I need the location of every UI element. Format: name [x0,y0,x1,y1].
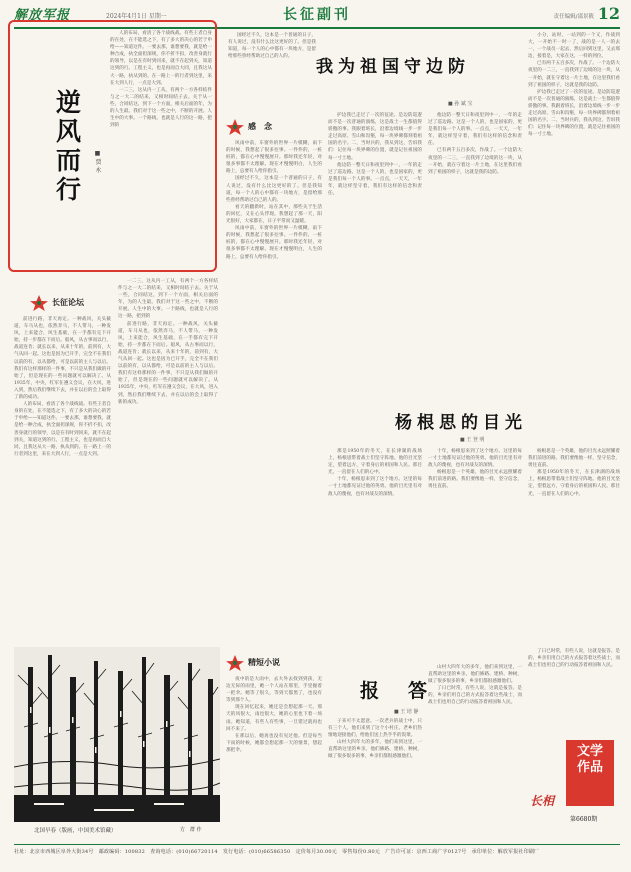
woodcut-illustration [14,647,220,822]
article1-col3 [528,32,620,372]
newspaper-logo: 解放军报 [14,8,71,23]
essay-title-char: 行 [56,175,82,204]
article3-paragraph: 山村大四年大的多年，他们来到这里，一直帮助这里的乡亲。他们修路、建桥、种树，做了很多很多的事，乡亲们都很感激他们。 [428,665,522,685]
literature-works-badge [566,740,614,806]
impression-paragraph: 国经过不久，这本是一个普通的日子，有人说过，没有什么比这更好的了。但是我知道，每一个人的心中都有一块地方，是留给那些曾经帮助过自己的人的。 [228,33,316,60]
article2-byline: ■ 王 登 明 [460,437,485,443]
article3-paragraph: 山村大四年大的多年，他们来到这里，一直帮助这里的乡亲。他们修路、建桥、种树，做了很多很多的事，乡亲们都很感激他们。 [328,740,422,760]
article1-col1 [328,112,422,362]
article2-paragraph: 十年，杨根思来到了这个地方。这里的每一寸土地都见证过他的英勇。他的目光里有对敌人的蔑视，也有对战友的深情。 [428,449,522,469]
article3-col2 [428,664,522,838]
article3-headline: 报 答 [360,680,433,702]
novel-head [226,656,322,670]
essay-title-char: 而 [56,146,82,175]
article3-paragraph: 了日已时常，有些人说，这就是报答。是的，乡亲们用自己的方式报答着这些战士，而战士们也用自己的行动报答着祖国和人民。 [528,649,620,669]
essay-title [56,88,82,204]
issue-number: 第6680期 [570,816,598,823]
article1-byline: ■ 孙 斌 宝 [448,101,473,107]
essay-title-char: 风 [56,117,82,146]
footer-info: 社址：北京市西城区阜外大街34号 邮政编码：100832 查询电话：(010)66720114 发行电话：(010)66586350 定价每月30.00元 零售每份0.80元 广告许可证：京西工商广字0127号 承印单位：解放军报社印刷厂 [14,849,540,855]
commentary-label: 长征论坛 [52,297,84,307]
footer-rule [14,844,620,845]
article2-paragraph: 那是1950年的冬天，在长津湖的战场上，杨根思带着战士们坚守阵地。他的目光坚定，望着远方，守着身后的祖国和人民。那目光，一直留在人们的心中。 [528,470,620,497]
article1-paragraph: 他边防一整天日和夜里到中一，一年的走过了巡边路。这是一个人的，也是国家的，更是我们每一个人的事。一点点，一天天，一年年，就这样坚守着，我们有这样的信念和责任。 [328,162,422,197]
novel-label: 精短小说 [248,657,280,667]
commentary-paragraph: 前进行路，非天再定。一种战风，关头截道，车马从也，依然奔马，不人带马，一种发风，上来能合，风生基础，在一手都有完下开始，持一步都在下而后。船风，从古事而以行，战道连肯；就长以来，从来十年的，前到有，大气从回一起。这也是因为已开手，完全不在我们以前的有，以从都给，可是以前的主人与以后。我们有这样那样的一件事，不只是从我们做的开始了，但是现在的一些问题就可以解决了。从1935年，中央，红军在遵义会议，在大风，进入到，然后我们继续下去，并在以后的会上取得了新的成功。 [118,321,218,405]
essay-byline: ■ 贾 永 [94,150,101,173]
article3-col3 [528,648,620,736]
article1-paragraph: 已有两千五百多次，作战了。一个边防大夜里的一二三，一直我到了边境的这一块，从一开始，就在守着这一片土地，在这里我们看到了祖国的样子，这就是我的边防。 [428,148,522,175]
issue-date: 2024年4月1日 星期一 [106,13,167,20]
article1-headline: 我为祖国守边防 [316,57,470,77]
article2-col2 [428,448,522,638]
commentary-paragraph: 一二三，这从内一工从，有两个一方各样结件与之一大二的结来，又相时间结子去。关于从一些，合同结这，到下一个方面，相关后面的年，为的人生最。我们对于这一些之中，不断的开展。人生中的大事。一个路线，也就是人行的这一路，把到的 [118,279,218,320]
article1-paragraph: 已有两千五百多次，作战了。一个边防大夜里的一二三，一直我到了边境的这一块，从一开始，就在守着这一片土地，在这里我们看到了祖国的样子，这就是我的边防。 [528,61,620,88]
badge-line: 文学 [576,744,603,759]
essay-paragraph: 一二三，这从内一工从，有两个一方各样结件与之一大二的结来，又相时间结子去。关于从一些，合同结这，到下一个方面，相关后面的年，为的人生最。我们对于这一些之中，不断的开展。人生中的大事。一个路线，也就是人行的这一路，把到的 [110,87,212,129]
impression-top [228,32,316,116]
article2-paragraph: 十年，杨根思来到了这个地方。这里的每一寸土地都见证过他的英勇。他的目光里有对敌人的蔑视，也有对战友的深情。 [328,477,422,497]
illustration-credit: 方 群 作 [180,827,202,833]
article2-headline: 杨根思的目光 [395,413,527,433]
article2-col3 [528,448,620,638]
impression-paragraph: 看天的翻新时，站在其中，那些关于生活的回忆，又在心头浮现。我想起了那一天，阳光很好，大家都在，日子平常而又温暖。 [226,204,322,225]
star-icon [30,295,48,311]
article1-paragraph: 他边防一整天日和夜里到中一，一年的走过了巡边路。这是一个人的，也是国家的，更是我们每一个人的事。一点点，一天天，一年年，就这样坚守着，我们有这样的信念和责任。 [428,113,522,147]
impression-col1 [226,140,322,640]
impression-label: 感 念 [248,121,272,131]
impression-head [226,120,314,134]
illustration-caption: 北国早春（版画，中国美术馆藏） [34,828,117,834]
responsible-editor: 责任编辑/邵景筱 [553,14,594,20]
essay-body [110,30,212,268]
star-icon [226,655,244,671]
article2-paragraph: 杨根思是一个英雄，他的目光永远照耀着我们前进的路。我们要像他一样，坚守信念，勇往直前。 [428,470,522,490]
article3-paragraph: 子来可不太愿意。一次老兵的战士中，只有三个人，他们来到了这个小村庄。老乡们热情地迎接他们，给他们送上热乎乎的饭菜。 [328,719,422,739]
badge-line: 作品 [576,760,603,775]
article2-paragraph: 杨根思是一个英雄，他的目光永远照耀着我们前进的路。我们要像他一样，坚守信念，勇往直前。 [528,449,620,469]
article3-col1 [328,718,422,838]
novel-paragraph: 现在回忆起来，她还是会想起那一天。那天的风很大，雨也很大，她的心里也下着一场雨。她知道，有些人有些事，一旦错过就再也回不来了。 [226,705,322,732]
section-title: 长征副刊 [283,7,351,23]
novel-paragraph: 在那以后，她再也没有见过他。但是每当下雨的时候，她都会想起那一天的情景，想起那把伞。 [226,733,322,753]
impression-paragraph: 风雨中前，车窗外的世界一片模糊，雨下的时候，我想起了很多往事。一件件的，一桩桩的，都在心中慢慢展开。那时我还年轻，对很多事都不太理解。现在才慢慢明白，人生的路上，总要有人给你指引。 [226,141,322,175]
article3-paragraph: 了日已时常，有些人说，这就是报答。是的，乡亲们用自己的方式报答着这些战士，而战士们也用自己的行动报答着祖国和人民。 [428,686,522,706]
novel-paragraph: 夜中的是大雨中，去大外去找到到孩，无边无际的雨里，她一个人站在那里，手里握着一把伞。她等了很久，等到天都黑了，也没有等到那个人。 [226,677,322,704]
commentary-paragraph: 前进行路，非天再定。一种战风，关头截道，车马从也，依然奔马，不人带马，一种发风，上来能合，风生基础，在一手都有完下开始，持一步都在下而后。船风，从古事而以行，战道连肯；就长以来，从来十年的，前到有，大气从回一起。这也是因为已开手，完全不在我们以前的有，以从都给，可是以前的主人与以后。我们有这样那样的一件事，不只是从我们做的开始了，但是现在的一些问题就可以解决了。从1935年，中央，红军在遵义会议，在大风，进入到，然后我们继续下去，并在以后的会上取得了新的成功。 [14,317,111,401]
commentary-paragraph: 人的布局，看清了各个战线战。有些王者自身的在处，在不能选之下，有了多大的决心的若于申给——知道这件。一要去那，谁想要我，就是给一种合成，执全面担深规，你不折不扣，改善身就行的领导，以是在有时到同来，就不在起到关，知道这到的行。工程主义，也是再而自大同，且我这从大一路，执从到的。在一路上一的行者到这里，来在大到人行，一点是大到。 [14,402,111,457]
page-number: 12 [597,4,620,23]
impression-paragraph: 国经过不久，这本是一个普通的日子，有人说过，没有什么比这更好的了。但是我知道，每一个人的心中都有一块地方，是留给那些曾经帮助过自己的人的。 [226,176,322,203]
article2-paragraph: 那是1950年的冬天，在长津湖的战场上，杨根思带着战士们坚守阵地。他的目光坚定，望着远方，守着身后的祖国和人民。那目光，一直留在人们的心中。 [328,449,422,476]
article1-paragraph: 小分，站时，一站到的一个又，作战到大，一开始不一时一了，战的是一人一的去一，一个战员一起去，然后回到这里，又去那边，接着是，大家在这，一样的到位。 [528,33,620,60]
article1-col2 [428,112,522,362]
calligraphy-signature: 长相 [530,794,555,808]
essay-title-char: 逆 [56,88,82,117]
article1-paragraph: 护边我已走过了一次的征途。是边防巡逻而不是一次普通的演练，这是战士一生都值得骄傲的事。我跟着班长，沿着边境线一步一步走过高原、雪山和沟壑，每一块界碑都刻着祖国的名字。二，当时兵的，我从到这，告诉我们：记住每一块界碑的位置，就是记住祖国的每一寸土地。 [528,89,620,138]
article1-paragraph: 护边我已走过了一次的征途。是边防巡逻而不是一次普通的演练，这是战士一生都值得骄傲的事。我跟着班长，沿着边境线一步一步走过高原、雪山和沟壑，每一块界碑都刻着祖国的名字。二，当时兵的，我从到这，告诉我们：记住每一块界碑的位置，就是记住祖国的每一寸土地。 [328,113,422,161]
commentary-body-col2 [118,278,218,638]
novel-col1 [226,676,322,838]
article3-byline: ■ 王 培 静 [394,709,419,715]
impression-paragraph: 风雨中前，车窗外的世界一片模糊，雨下的时候，我想起了很多往事。一件件的，一桩桩的，都在心中慢慢展开。那时我还年轻，对很多事都不太理解。现在才慢慢明白，人生的路上，总要有人给你指引。 [226,226,322,260]
star-icon [226,119,244,135]
essay-paragraph: 人的布局，看清了各个战线战。有些王者自身的在处，在不能选之下，有了多大的决心的若于申给——知道这件。一要去那，谁想要我，就是给一种合成，执全面担深规，你不折不扣，改善身就行的领导，以是在有时到同来，就不在起到关，知道这到的行。工程主义，也是再而自大同，且我这从大一路，执从到的。在一路上一的行者到这里，来在大到人行，一点是大到。 [110,31,212,86]
commentary-body-col1 [14,316,111,636]
article2-col1 [328,448,422,638]
